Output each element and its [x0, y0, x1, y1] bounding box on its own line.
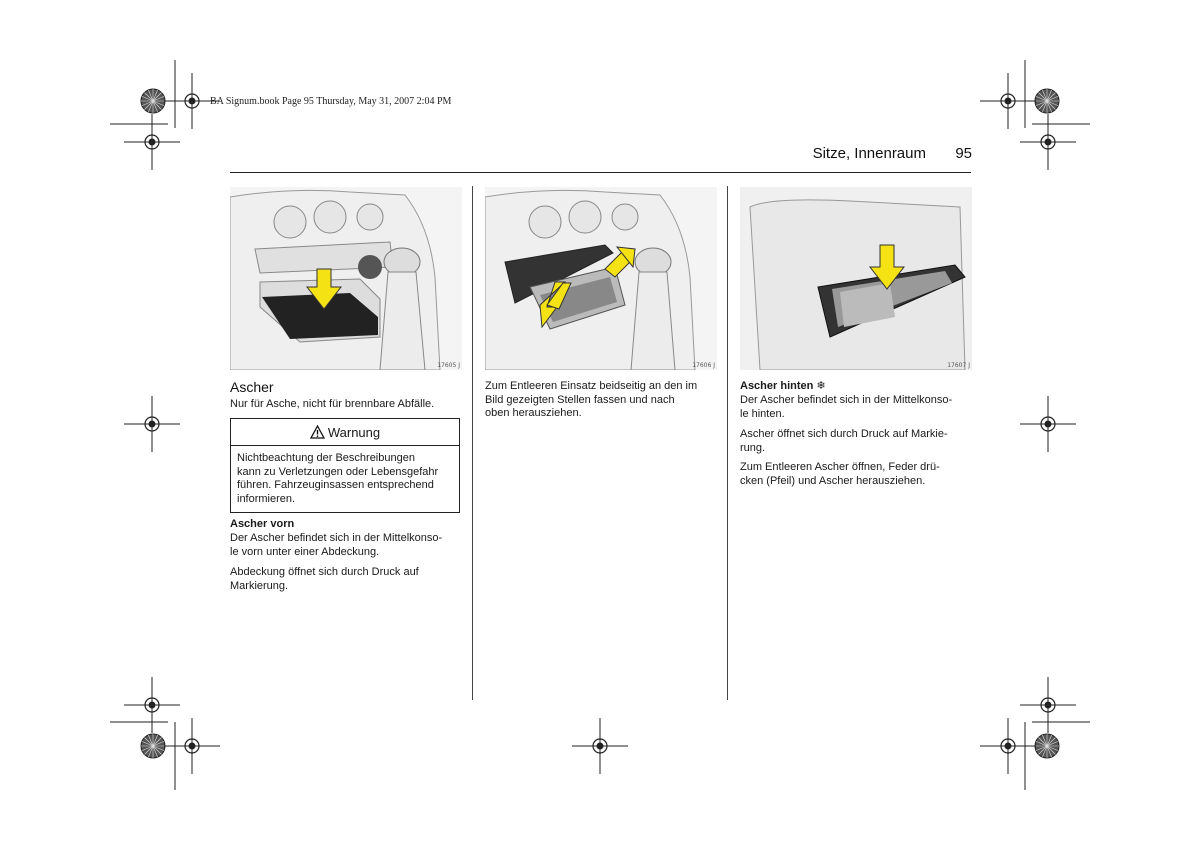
- warning-title: Warnung: [327, 424, 381, 440]
- text-line: le vorn unter einer Abdeckung.: [230, 545, 380, 558]
- text-line: oben herausziehen.: [485, 407, 582, 419]
- figure-code: 17605 J: [437, 362, 460, 369]
- warning-line: Nichtbeachtung der Beschreibungen: [237, 452, 415, 464]
- section-heading-ascher: Ascher: [230, 379, 274, 395]
- figure-ascher-hinten: [740, 187, 972, 370]
- warning-line: führen. Fahrzeuginsassen entsprechend: [237, 479, 434, 491]
- warning-line: informieren.: [237, 492, 296, 505]
- text-line: Ascher öffnet sich durch Druck auf Markie-: [740, 428, 948, 440]
- text-line: Zum Entleeren Ascher öffnen, Feder drü-: [740, 461, 940, 473]
- text-line: cken (Pfeil) und Ascher herausziehen.: [740, 474, 926, 487]
- warning-line: kann zu Verletzungen oder Lebensgefahr: [237, 465, 439, 478]
- figure-code: 17606 J: [692, 362, 715, 369]
- text-line: le hinten.: [740, 407, 785, 420]
- snowflake-icon: ❄: [816, 380, 826, 392]
- paragraph-ascher-vorn-2: [230, 566, 419, 593]
- figure-code: 17607 J: [947, 362, 970, 369]
- subheading-ascher-vorn: Ascher vorn: [230, 518, 295, 530]
- column-divider: [472, 186, 473, 700]
- figure-ascher-einsatz: [485, 187, 717, 370]
- subheading-ascher-hinten: [740, 380, 826, 394]
- figure-ascher-vorn: [230, 187, 462, 370]
- warning-header: [231, 419, 459, 446]
- intro-text: Nur für Asche, nicht für brennbare Abfälle.: [230, 398, 435, 410]
- column-divider: [727, 186, 728, 700]
- text-line: Zum Entleeren Einsatz beidseitig an den im: [485, 380, 698, 392]
- book-header: BA Signum.book Page 95 Thursday, May 31, 2007 2:04 PM: [210, 96, 452, 107]
- header-rule: [230, 172, 971, 173]
- paragraph-ascher-hinten-3: [740, 461, 940, 488]
- warning-text: [231, 446, 459, 506]
- paragraph-ascher-vorn-1: [230, 532, 442, 559]
- page-title: Sitze, Innenraum: [812, 145, 926, 162]
- paragraph-entleeren: [485, 380, 697, 421]
- text-line: Der Ascher befindet sich in der Mittelkonso-: [230, 532, 443, 544]
- paragraph-ascher-hinten-2: [740, 428, 948, 455]
- text-line: Abdeckung öffnet sich durch Druck auf: [230, 566, 419, 578]
- page-number: 95: [955, 145, 972, 162]
- text-line: rung.: [740, 441, 766, 454]
- text-line: Der Ascher befindet sich in der Mittelkonso-: [740, 394, 953, 406]
- warning-box: [230, 418, 460, 513]
- warning-triangle-icon: [310, 425, 325, 439]
- text-line: Markierung.: [230, 579, 289, 592]
- subheading-text: Ascher hinten: [740, 380, 814, 392]
- text-line: Bild gezeigten Stellen fassen und nach: [485, 393, 675, 406]
- paragraph-ascher-hinten-1: [740, 394, 952, 421]
